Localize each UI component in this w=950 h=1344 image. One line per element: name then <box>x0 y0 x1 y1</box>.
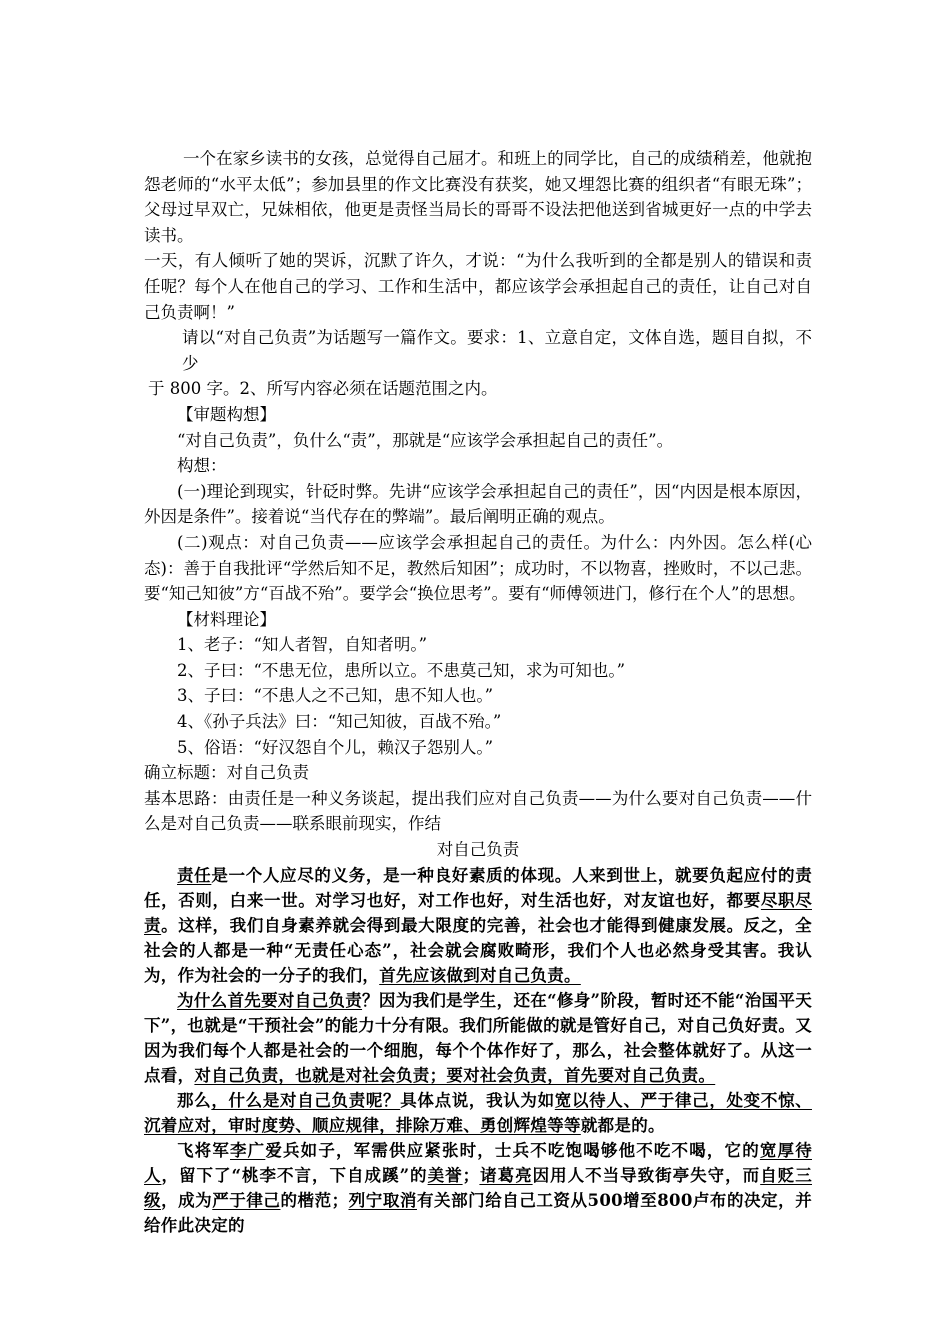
underlined-phrase: 诸葛亮 <box>479 1166 533 1186</box>
prompt-paragraph-2: 一天，有人倾听了她的哭诉，沉默了许久，才说：“为什么我听到的全都是别人的错误和责任呢？每个人在他自己的学习、工作和生活中，都应该学会承担起自己的责任，让自己对自己负责啊！” <box>144 251 812 322</box>
requirement-line-1: 请以“对自己负责”为话题写一篇作文。要求：1、立意自定，文体自选，题目自拟，不少 <box>182 328 812 373</box>
underlined-phrase: 对自己负责，也就是对社会负责；要对社会负责，首先要对自己负责。 <box>194 1066 716 1086</box>
essay-paragraph-3 <box>144 1088 812 1138</box>
essay-text: 的楷范； <box>280 1191 349 1211</box>
essay-text: 就都是的。 <box>580 1116 665 1136</box>
document-page <box>144 146 812 1238</box>
material-item: 3、子曰：“不患人之不己知，患不知人也。” <box>177 686 494 706</box>
underlined-phrase: 李广 <box>230 1141 266 1161</box>
essay-text: 因用人不当导致街亭失守，而 <box>532 1166 761 1186</box>
prompt-paragraph-1: 一个在家乡读书的女孩，总觉得自己屈才。和班上的同学比，自己的成绩稍差，他就抱怨老师的“水平太低”；参加县里的作文比赛没有获奖，她又埋怨比赛的组织者“有眼无珠”；父母过早双亡，兄妹相依，他更是责怪当局长的哥哥不设法把他送到省城更好一点的中学去读书。 <box>144 149 812 245</box>
underlined-phrase: 尽职尽责 <box>144 891 812 936</box>
essay-text: 是一个人应尽的义务，是一种良好素质的体现。人来到世上，就要负起应付的责任，否则，白来一世。对学习也好，对工作也好，对生活也好，对友谊也好，都要 <box>144 866 813 911</box>
material-item: 5、俗语：“好汉怨自个儿，赖汉子怨别人。” <box>177 737 494 757</box>
material-item: 2、子曰：“不患无位，患所以立。不患莫己知，求为可知也。” <box>177 660 626 680</box>
analysis-line-1: “对自己负责”，负什么“责”，那就是“应该学会承担起自己的责任”。 <box>177 430 674 450</box>
essay-text: 。这样，我们自身素养就会得到最大限度的完善，社会也才能得到健康发展。反之，全社会的人都是一种“无责任心态”，社会就会腐败畸形，我们个人也必然身受其害。我认为，作为社会的一分子的我们， <box>144 916 812 986</box>
essay-text: ？因为我们是学生，还在“修身”阶段，暂时还不能“治国平天下”，也就是“干预社会”的能力十分有限。我们所能做的就是管好自己，对自己负好责。又因为我们每个人都是社会的一个细胞，每个个体作好了，那么，社会整体就好了。从这一点看， <box>144 991 812 1086</box>
essay-text: 飞将军 <box>177 1141 230 1161</box>
essay-title: 对自己负责 <box>436 840 520 860</box>
analysis-heading: 【审题构想】 <box>177 404 276 424</box>
essay-text: ； <box>462 1166 480 1186</box>
underlined-phrase: 自贬三级 <box>144 1166 812 1211</box>
essay-paragraph-4 <box>144 1138 812 1238</box>
requirement-line-2: 于 800 字。2、所写内容必须在话题范围之内。 <box>148 379 498 399</box>
underlined-phrase: ，什么是对自己负责呢？ <box>211 1091 401 1111</box>
underlined-phrase: 列宁取消 <box>348 1191 417 1211</box>
essay-paragraph-1 <box>144 863 812 988</box>
underlined-phrase: 为什么首先要对自己负责 <box>177 991 363 1011</box>
underlined-phrase: 宽厚待人 <box>144 1141 812 1186</box>
idea-1: (一)理论到现实，针砭时弊。先讲“应该学会承担起自己的责任”，因“内因是根本原因，外因是条件”。接着说“当代存在的弊端”。最后阐明正确的观点。 <box>144 481 812 527</box>
materials-heading: 【材料理论】 <box>177 609 276 629</box>
outline-title: 确立标题：对自己负责 <box>144 763 309 783</box>
essay-text: 那么 <box>177 1091 212 1111</box>
essay-text: 爱兵如子，军需供应紧张时，士兵不吃饱喝够他不吃不喝，它的 <box>265 1141 760 1161</box>
idea-label: 构想： <box>177 456 227 476</box>
material-item: 1、老子：“知人者智，自知者明。” <box>177 635 428 655</box>
underlined-phrase: 宽以待人、严于律己，处变不惊、沉着应对，审时度势、顺应规律，排除万难、勇创辉煌等等 <box>144 1091 812 1136</box>
essay-paragraph-2 <box>144 988 812 1088</box>
essay-text: 具体点说，我认为如 <box>400 1091 555 1111</box>
outline-route: 基本思路：由责任是一种义务谈起，提出我们应对自己负责——为什么要对自己负责——什么是对自己负责——联系眼前现实，作结 <box>144 788 812 834</box>
underlined-phrase: 责任 <box>177 866 212 886</box>
idea-2: (二)观点：对自己负责——应该学会承担起自己的责任。为什么：内外因。怎么样(心态)：善于自我批评“学然后知不足，教然后知困”；成功时，不以物喜，挫败时，不以己悲。要“知己知彼”方“百战不殆”。要学会“换位思考”。要有“师傅领进门，修行在个人”的思想。 <box>144 532 812 604</box>
essay-text: 有关部门给自己工资从500增至800卢布的决定，并给作此决定的 <box>144 1191 813 1236</box>
underlined-phrase: 美誉 <box>427 1166 463 1186</box>
essay-text: ，留下了“桃李不言，下自成蹊”的 <box>161 1166 428 1186</box>
underlined-phrase: 首先应该做到对自己负责。 <box>379 966 581 986</box>
underlined-phrase: 严于律己 <box>212 1191 281 1211</box>
essay-text: ，成为 <box>161 1191 213 1211</box>
material-item: 4、《孙子兵法》曰：“知己知彼，百战不殆。” <box>177 712 502 732</box>
